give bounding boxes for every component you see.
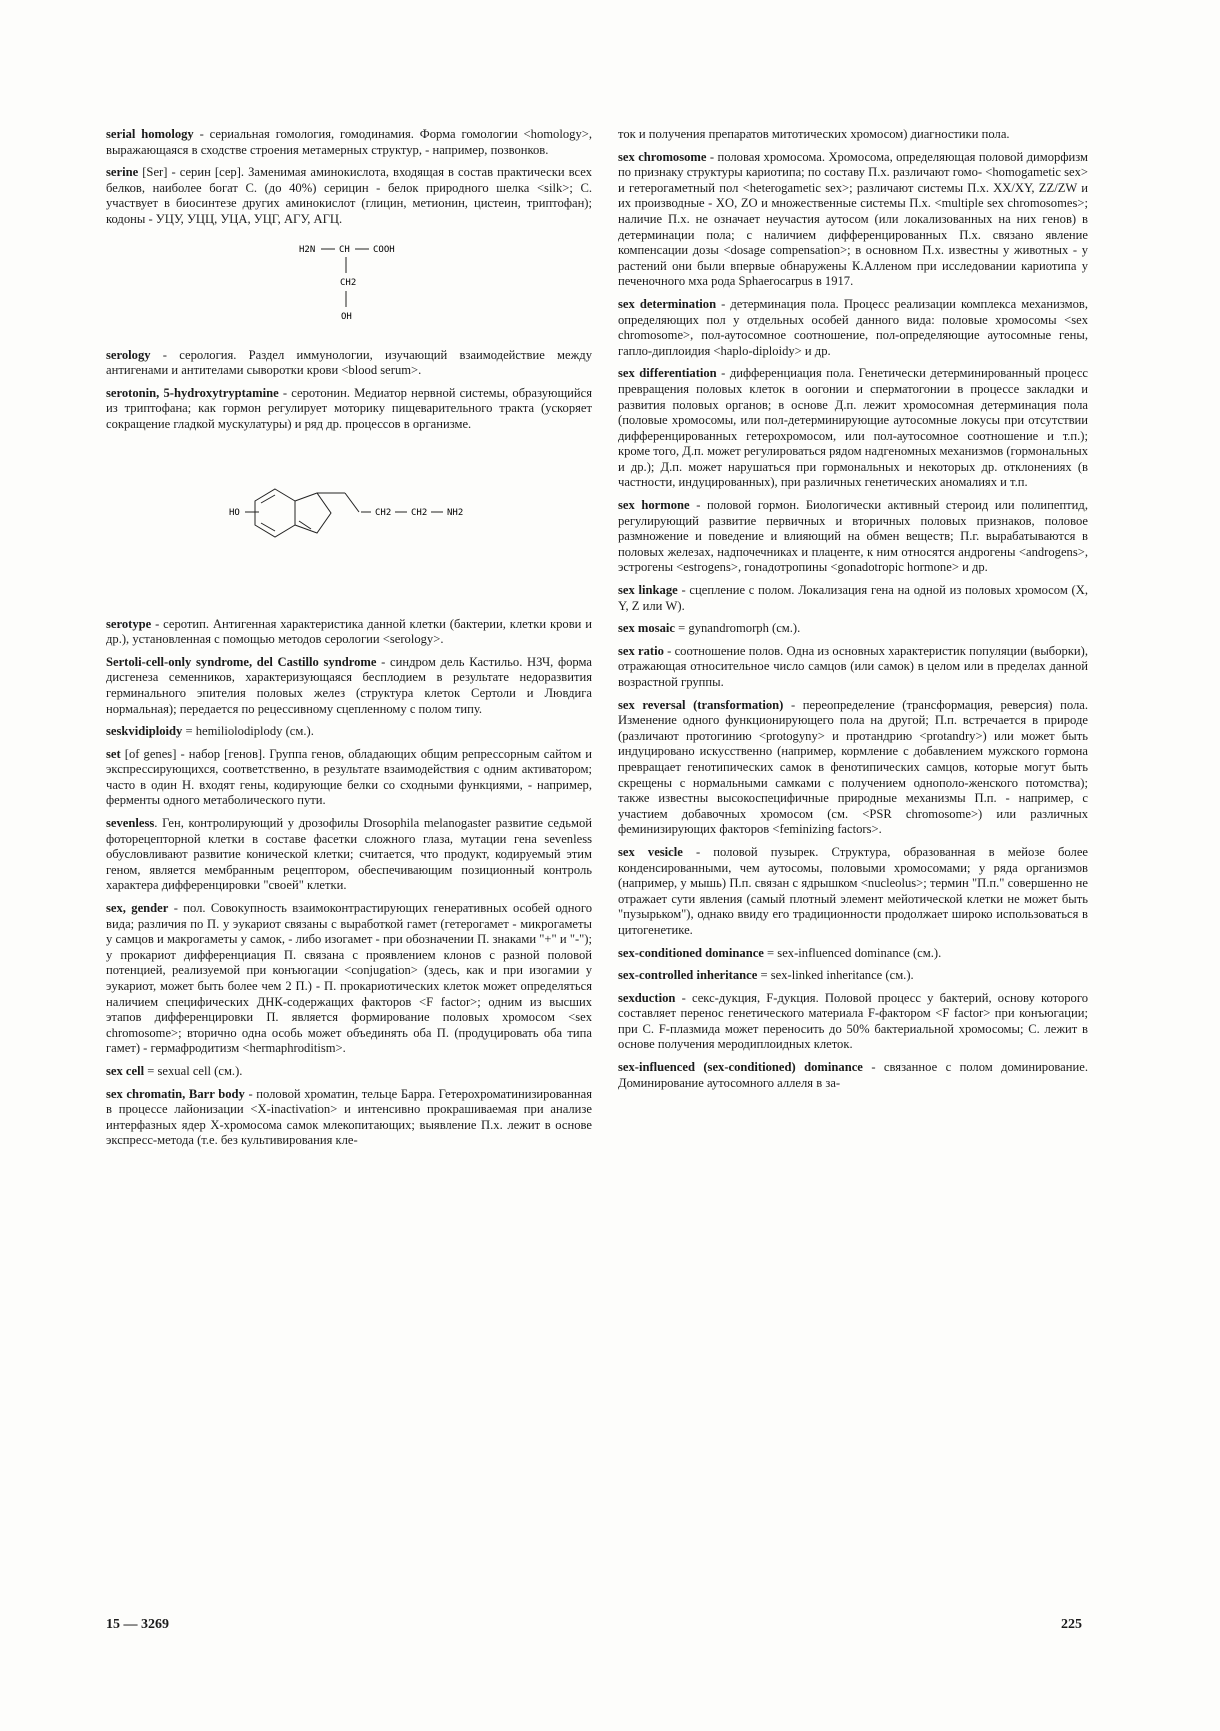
entry-definition: - сериальная гомология, гомодинамия. Форма гомологии <homology>, выражающаяся в сходстве строения метамерных структур, - например, позвонков.	[106, 127, 592, 157]
entry-sexduction	[618, 991, 1088, 1053]
entry-definition: = hemiliolodiplody (см.).	[182, 724, 314, 739]
entry-sertoli-cell-only-syndrome	[106, 655, 592, 717]
entry-sex-vesicle	[618, 845, 1088, 939]
entry-sex-reversal	[618, 698, 1088, 838]
entry-term: sexduction	[618, 990, 676, 1005]
entry-definition: - переопределение (трансформация, реверсия) пола. Изменение одного функционирующего пола на другой; П.п. встречается в природе (различают протогинию <protogyny> и протандрию <protandry>) или может быть индуцировано искусственно (например, кормление с добавлением мужского гормона превращает генотипических самок в фенотипических самцов, которые могут быть скрещены с нормальными самками с получением однополо-женского потомства); также известны высокоспецифичные природные механизмы П.п. - например, с участием добавочных хромосом (см. <PSR chromosome>) или различных феминизирующих факторов <feminizing factors>.	[618, 697, 1088, 837]
entry-term: set	[106, 746, 121, 761]
entry-seskvidiploidy	[106, 724, 592, 740]
entry-definition: ток и получения препаратов митотических хромосом) диагностики пола.	[618, 127, 1010, 141]
entry-definition: - детерминация пола. Процесс реализации комплекса механизмов, определяющих пол у отдельных особей данного вида: половые хромосомы <sex chromosome>, пол-аутосомное соотношение, пол-определяющие аутосомные гены, гапло-диплоидия <haplo-diploidy> и др.	[618, 296, 1088, 358]
entry-definition: - серология. Раздел иммунологии, изучающий взаимодействие между антигенами и антителами сыворотки крови <blood serum>.	[106, 347, 592, 378]
entry-definition: - половой пузырек. Структура, образованная в мейозе более конденсированными, чем аутосомы, половыми хромосомами; у ряда организмов (например, у мышь) П.п. связан с ядрышком <nucleolus>; термин "П.п." совершенно не отражает сути явления (самый плотный элемент мейотической клетки не может быть "пузырьком"), однако ввиду его традиционности продолжает широко использоваться в цитогенетике.	[618, 844, 1088, 937]
formula-label: CH2	[411, 507, 428, 518]
entry-definition: [Ser] - серин [сер]. Заменимая аминокислота, входящая в состав практически всех белков, наиболее богат С. (до 40%) серицин - белок природного шелка <silk>; С. участвует в биосинтезе других аминокислот (глицин, метионин, цистеин, триптофан); кодоны - УЦУ, УЦЦ, УЦА, УЦГ, АГУ, АГЦ.	[106, 165, 592, 226]
entry-term: sex hormone	[618, 498, 690, 513]
entry-serology	[106, 348, 592, 379]
entry-definition: = sexual cell (см.).	[144, 1063, 243, 1078]
entry-term: sex ratio	[618, 643, 664, 658]
entry-definition: - связанное с полом доминирование. Доминирование аутосомного аллеля в за-	[618, 1060, 1088, 1090]
entry-continuation	[618, 127, 1088, 143]
entry-term: sex-conditioned dominance	[618, 945, 764, 960]
entry-term: sex-influenced (sex-conditioned) dominance	[618, 1060, 863, 1075]
entry-term: sex mosaic	[618, 621, 676, 636]
entry-definition: - половой гормон. Биологически активный стероид или полипептид, регулирующий развитие первичных и вторичных половых признаков, половое размножение и поведение и влияющий на обмен веществ; П.г. вырабатываются в половых железах, надпочечниках и плаценте, к ним относятся андрогены <androgens>, эстрогены <estrogens>, гонадотропины <gonadotropic hormone> и др.	[618, 498, 1088, 575]
entry-definition: - сцепление с полом. Локализация гена на одной из половых хромосом (X, Y, Z или W).	[618, 583, 1088, 613]
entry-sevenless	[106, 816, 592, 894]
entry-definition: - секс-дукция, F-дукция. Половой процесс у бактерий, основу которого составляет перенос генетического материала F-фактором <F factor> при конъюгации; при С. F-плазмида может переносить до 50% бактериальной хромосомы; С. лежит в основе получения меродиплоидных клеток.	[618, 990, 1088, 1052]
entry-sex-mosaic	[618, 621, 1088, 637]
entry-definition: - серотонин. Медиатор нервной системы, образующийся из триптофана; как гормон регулирует моторику пищеварительного тракта (ускоряет сокращение гладкой мускулатуры) и ряд др. процессов в организме.	[106, 385, 592, 431]
entry-term: sex cell	[106, 1063, 145, 1078]
entry-definition: - половой хроматин, тельце Барра. Гетерохроматинизированная в процессе лайонизации <X-inactivation> и интенсивно прокрашиваемая при анализе интерфазных ядер X-хромосома самок млекопитающих; выявление П.х. лежит в основе экспресс-метода (т.е. без культивирования кле-	[106, 1086, 592, 1148]
entry-sex-controlled-inheritance	[618, 968, 1088, 984]
entry-definition: - половая хромосома. Хромосома, определяющая половой диморфизм по признаку структуры кариотипа; по составу П.х. различают гомо- <homogametic sex> и гетерогаметный пол <heterogametic sex>; различают системы П.х. XX/XY, ZZ/ZW и их производные - XO, ZO и множественные системы П.х. <multiple sex chromosomes>; наличие П.х. не означает неучастия аутосом (или локализованных на них генов) в детерминации пола; с наличием дифференцированных П.х. связано явление компенсации дозы <dosage compensation>; в основном П.х. известны у животных - у растений они были впервые обнаружены К.Алленом при исследовании кариотипа у печеночного мха рода Sphaerocarpus в 1917.	[618, 149, 1088, 289]
entry-serotonin	[106, 386, 592, 433]
entry-definition: - дифференциация пола. Генетически детерминированный процесс превращения половых клеток в оогонии и сперматогонии в процессе закладки и развития половых органов; в основе Д.п. лежит хромосомная детерминация пола (половые хромосомы, или пол-детерминирующие аутосомные локусы при отсутствии дифференцированных гетерохромосом, или пол-аутосомное соотношение и т.п.); кроме того, Д.п. может регулироваться рядом надгеномных механизмов (гормональных и др.); Д.п. может нарушаться при гормональных и некоторых др. отклонениях (в частности, индуцированных), при различных генетических аномалиях и т.п.	[618, 366, 1088, 490]
entry-term: serine	[106, 165, 139, 180]
entry-term: sex-controlled inheritance	[618, 968, 758, 983]
formula-label: CH2	[375, 507, 392, 518]
entry-term: sex determination	[618, 296, 717, 311]
entry-term: serial homology	[106, 127, 194, 141]
entry-definition: = gynandromorph (см.).	[675, 621, 801, 636]
left-column	[106, 127, 592, 1156]
entry-term: sex, gender	[106, 901, 169, 916]
page-number: 225	[1061, 1617, 1082, 1632]
entry-definition: - пол. Совокупность взаимоконтрастирующих генеративных особей одного вида; различия по П. у эукариот связаны с выработкой гамет (гетерогамет - микрогаметы у самцов и макрогаметы у самок, - либо изогамет - при обозначении П. знаками "+" и "-"); у прокариот дифференциация П. связана с проявлением клонов с разной половой потенцией, реализуемой при конъюгации <conjugation> (здесь, как и при изогамии у эукариот, может быть более чем 2 П.) - П. прокариотических клеток может определяться наличием специфических ДНК-содержащих факторов <F factor>; одним из высших этапов дифференцировки П. является формирование половых хромосом <sex chromosome>; вторично одна особь может объединять оба П. (продуцировать оба типа гамет) - гермафродитизм <hermaphroditism>.	[106, 901, 592, 1056]
entry-sex-cell	[106, 1064, 592, 1080]
entry-term: sex chromosome	[618, 149, 707, 164]
entry-definition: . Ген, контролирующий у дрозофилы Drosophila melanogaster развитие седьмой фоторецепторной клетки в составе фасетки сложного глаза, мутации гена sevenless обусловливают развитие конической клетки; считается, что продукт, кодируемый этим геном, является мембранным рецептором, обеспечивающим позиционный контроль характера дифференцировки "своей" клетки.	[106, 816, 592, 893]
entry-sex-ratio	[618, 644, 1088, 691]
printer-signature: 15 — 3269	[106, 1617, 169, 1632]
entry-definition: [of genes] - набор [генов]. Группа генов, обладающих общим репрессорным сайтом и экспрессирующихся, соответственно, в результате взаимодействия с одним активатором; часто в один Н. входят гены, кодирующие белки со сходными функциями, - например, ферменты одного метаболического пути.	[106, 746, 592, 808]
entry-term: sevenless	[106, 816, 155, 831]
entry-serine	[106, 165, 592, 227]
entry-sex-conditioned-dominance	[618, 946, 1088, 962]
formula-label: OH	[341, 311, 352, 322]
entry-serial-homology	[106, 127, 592, 158]
entry-definition: - соотношение полов. Одна из основных характеристик популяции (выборки), отражающая относительное число самцов (или самок) в целом или в пределах данной возрастной группы.	[618, 643, 1089, 689]
entry-term: seskvidiploidy	[106, 724, 183, 739]
entry-definition: - серотип. Антигенная характеристика данной клетки (бактерии, клетки крови и др.), установленная с помощью методов серологии <serology>.	[106, 616, 592, 647]
page-footer	[0, 1617, 1220, 1639]
entry-sex-gender	[106, 901, 592, 1057]
entry-term: sex differentiation	[618, 366, 717, 381]
formula-label: NH2	[447, 507, 464, 518]
entry-term: sex linkage	[618, 583, 678, 598]
entry-term: serotonin, 5-hydroxytryptamine	[106, 385, 279, 400]
entry-term: serology	[106, 347, 151, 362]
entry-term: serotype	[106, 616, 152, 631]
formula-label: H2N	[299, 244, 316, 255]
entry-term: sex vesicle	[618, 844, 683, 859]
entry-term: Sertoli-cell-only syndrome, del Castillo syndrome	[106, 654, 377, 669]
formula-label: CH	[339, 244, 350, 255]
entry-definition: = sex-linked inheritance (см.).	[757, 968, 914, 983]
entry-sex-differentiation	[618, 366, 1088, 491]
formula-label: CH2	[340, 277, 357, 288]
entry-set	[106, 747, 592, 809]
entry-sex-linkage	[618, 583, 1088, 614]
entry-definition: = sex-influenced dominance (см.).	[763, 945, 942, 960]
entry-definition: - синдром дель Кастильо. НЗЧ, форма дисгенеза семенников, характеризующаяся бесплодием в результате недоразвития герминального эпителия половых желез (структура клеток Сертоли и Лювдига нормальная); передается по рецессивному сцепленному с полом типу.	[106, 654, 592, 716]
entry-serotype	[106, 617, 592, 648]
serine-structural-formula	[249, 238, 449, 334]
entry-sex-hormone	[618, 498, 1088, 576]
entry-sex-influenced-dominance	[618, 1060, 1088, 1091]
entry-term: sex reversal (transformation)	[618, 697, 784, 712]
serotonin-structural-formula	[199, 443, 499, 603]
entry-sex-chromatin	[106, 1087, 592, 1149]
entry-sex-determination	[618, 297, 1088, 359]
entry-sex-chromosome	[618, 150, 1088, 290]
right-column	[618, 127, 1088, 1098]
formula-label: COOH	[373, 244, 395, 255]
entry-term: sex chromatin, Barr body	[106, 1086, 245, 1101]
formula-label: HO	[229, 507, 240, 518]
